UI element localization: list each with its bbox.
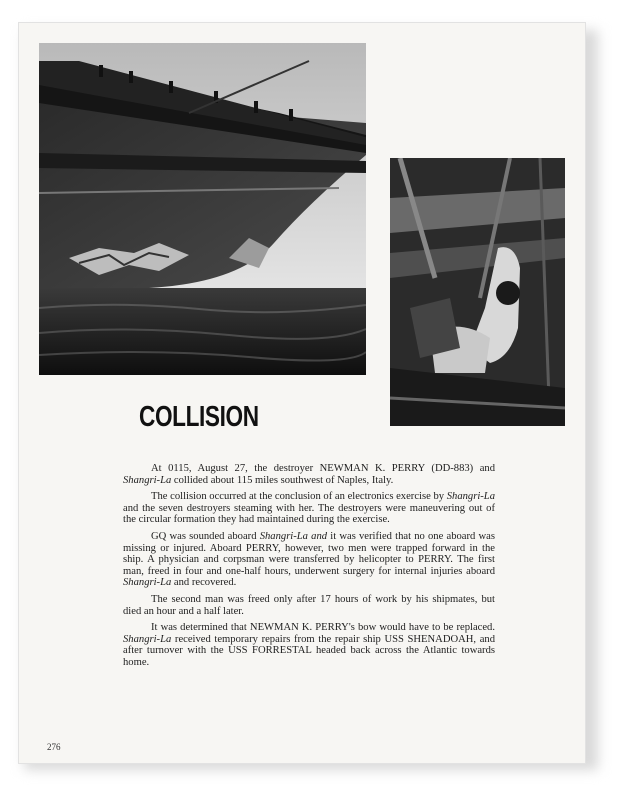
ship-name-italic: Shangri-La xyxy=(123,474,172,486)
carrier-bow-damage-photo xyxy=(39,43,366,375)
text-run: collided about 115 miles southwest of Naples, Italy. xyxy=(171,474,394,486)
ship-name-italic: Shangri-La xyxy=(446,491,495,503)
paragraph-3 xyxy=(123,531,495,589)
text-run: At 0115, August 27, the destroyer NEWMAN K. PERRY (DD-883) and xyxy=(151,463,495,474)
paragraph-1 xyxy=(123,463,495,486)
text-run: It was determined that NEWMAN K. PERRY's bow would have to be replaced. xyxy=(151,622,495,634)
article-title: COLLISION xyxy=(139,401,259,433)
ship-name-italic: Shangri-La xyxy=(123,577,172,589)
page-number: 276 xyxy=(47,742,61,752)
text-run: GQ was sounded aboard xyxy=(151,530,260,542)
paragraph-2 xyxy=(123,491,495,526)
text-run: received temporary repairs from the repair ship USS SHENADOAH, and after turnover with the USS FORRESTAL headed back across the Atlantic towards home. xyxy=(123,633,495,668)
wreckage-rescue-photo xyxy=(390,158,565,426)
text-run: it was verified that no one aboard was missing or injured. Aboard PERRY, however, two men were trapped forward in the ship. A physician and corpsman were transferred by helicopter to PERRY. The first man, freed in four and one-half hours, underwent surgery for internal injuries aboard xyxy=(123,530,495,577)
ship-name-italic: Shangri-La and xyxy=(259,530,328,542)
paragraph-4 xyxy=(123,594,495,617)
book-page xyxy=(18,22,586,764)
ship-name-italic: Shangri-La xyxy=(123,633,172,645)
article-body xyxy=(123,463,495,674)
paragraph-5 xyxy=(123,622,495,668)
text-run: and recovered. xyxy=(171,577,237,589)
text-run: The second man was freed only after 17 hours of work by his shipmates, but died an hour and a half later. xyxy=(123,593,495,617)
text-run: and the seven destroyers steaming with her. The destroyers were maneuvering out of the circular formation they had maintained during the exercise. xyxy=(123,502,495,526)
text-run: The collision occurred at the conclusion of an electronics exercise by xyxy=(151,491,447,503)
